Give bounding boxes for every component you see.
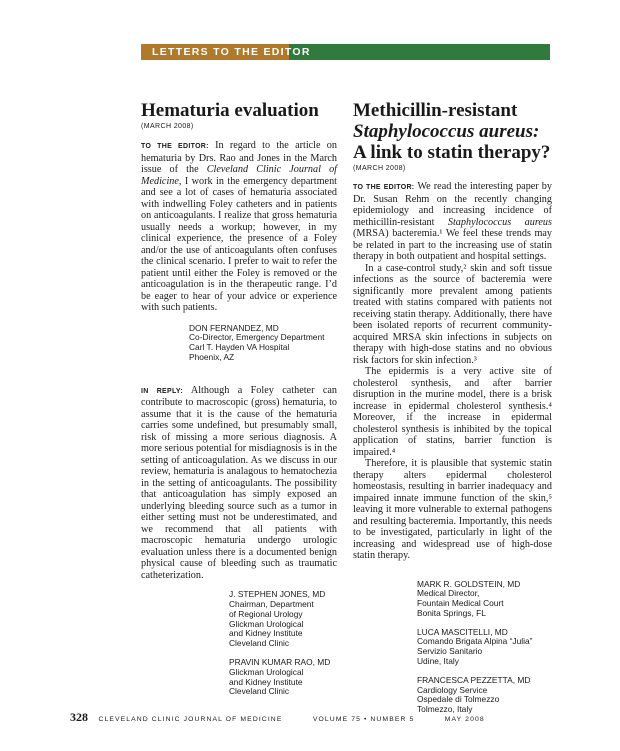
title-line-italic: Staphylococcus aureus: — [353, 121, 540, 142]
signature-name: LUCA MASCITELLI, MD — [417, 626, 508, 637]
page-footer — [70, 708, 550, 722]
reply-text: Although a Foley catheter can contribute to macroscopic (gross) hematuria, to assume that it is the cause of the hematuria carries some undefined, but presumably small, risk of missing a more serious diagnosis. A more serious potential for misdiagnosis is in the setting of anticoagulation. As we discuss in our review, hematuria is analagous to hematochezia in the setting of anticoagulants. The possibility that anticoagulation has simply exposed an underlying bleeding source such as a tumor in either setting must not be underestimated, and we recommend that all patients with macroscopic hematuria undergo urologic evaluation unless there is a documented benign physical cause of bleeding such as traumatic catheterization. — [141, 384, 337, 581]
title-line: Methicillin-resistant — [353, 100, 518, 121]
signature-line: Ospedale di Tolmezzo — [417, 694, 500, 705]
signature-line: Chairman, Department — [229, 598, 314, 609]
letter-paragraph: The epidermis is a very active site of cholesterol synthesis, and after barrier disruption in the murine model, there is a brisk increase in epidermal cholesterol synthesis.⁴ Moreover, if the increase in epidermal cholesterol synthesis is inhibited by the topical application of statins, barrier function is impaired.⁴ — [353, 366, 552, 458]
volume-number: VOLUME 75 • NUMBER 5 — [312, 716, 415, 723]
left-article-date: (MARCH 2008) — [141, 123, 194, 130]
signature-line: Glickman Urological — [229, 618, 304, 629]
section-header-bar — [141, 44, 550, 60]
signature-name: PRAVIN KUMAR RAO, MD — [229, 656, 331, 667]
journal-name-italic: Cleveland Clinic Journal of Medicine — [141, 164, 337, 187]
signature-line: Tolmezzo, Italy — [417, 704, 473, 715]
letter-text: , I work in the emergency department and see a lot of cases of hematuria associated with indwelling Foley catheters and in patients on anticoagulants. I realize that gross hematuria usually needs a workup; however, in my clinical experience, the presence of a Foley and/or the use of anticoagulants often confuses the clinical scenario. I prefer to wait to refer the patient until either the Foley is removed or the anticoagulation is in the therapeutic range. I’d be eager to hear of your advice or experience with such patients. — [141, 175, 337, 313]
signature-line: Fountain Medical Court — [417, 598, 504, 609]
letter-paragraph — [141, 140, 337, 314]
signature-name: MARK R. GOLDSTEIN, MD — [417, 578, 521, 589]
title-line: A link to statin therapy? — [353, 142, 551, 163]
letter-paragraph: Therefore, it is plausible that systemic statin therapy alters epidermal cholesterol homeostasis, resulting in barrier inadequacy and impaired innate immune function of the skin,⁵ leaving it more vulnerable to external pathogens and resulting bacteremia. Importantly, this needs to be investigated, particularly in light of the increasing and widespread use of high-dose statin therapy. — [353, 458, 552, 561]
letter-text: (MRSA) bacteremia.¹ We feel these trends may be related in part to the increasing use of statin therapy in both outpatient and hospital settings. — [353, 228, 552, 262]
page-number: 328 — [70, 710, 88, 724]
reply-paragraph — [141, 385, 337, 582]
journal-name: CLEVELAND CLINIC JOURNAL OF MEDICINE — [98, 716, 283, 723]
signature-line: Cleveland Clinic — [229, 686, 290, 697]
section-label: LETTERS TO THE EDITOR — [141, 44, 289, 60]
signature-line: Bonita Springs, FL — [417, 607, 486, 618]
signature-line: Phoenix, AZ — [189, 351, 235, 362]
reply-lead: IN REPLY: — [141, 387, 183, 395]
signature-line: Cardiology Service — [417, 684, 488, 695]
signature-line: Co-Director, Emergency Department — [189, 332, 325, 343]
left-article-title: Hematuria evaluation — [141, 100, 319, 121]
signature-line: and Kidney Institute — [229, 676, 303, 687]
signature-line: Servizio Sanitario — [417, 646, 483, 657]
signature-line: Medical Director, — [417, 588, 480, 599]
letter-text: We read the interesting paper by Dr. Susan Rehm on the recently changing epidemiology and increasing incidence of methicillin-resistant — [353, 181, 552, 228]
signature-jones — [229, 590, 337, 697]
right-article — [353, 100, 552, 715]
signature-line: and Kidney Institute — [229, 628, 303, 639]
organism-name-italic: Staphylococcus aureus — [447, 216, 552, 228]
signature-name: FRANCESCA PEZZETTA, MD — [417, 674, 531, 685]
signature-name: DON FERNANDEZ, MD — [189, 322, 279, 333]
letter-paragraph — [353, 181, 552, 263]
signature-line: Udine, Italy — [417, 656, 459, 667]
signature-line: Glickman Urological — [229, 666, 304, 677]
letter-paragraph: In a case-control study,² skin and soft tissue infections as the source of bacteremia were significantly more prevalent among patients treated with statins compared with patients not receiving statin therapy. Additionally, there have been isolated reports of recurrent community-acquired MRSA skin infections in subjects on therapy with high-dose statins and no obvious risk factors for skin infection.³ — [353, 262, 552, 366]
letter-lead: TO THE EDITOR: — [141, 143, 209, 150]
right-article-title — [353, 100, 552, 163]
right-article-date: (MARCH 2008) — [353, 165, 406, 172]
signature-fernandez — [189, 324, 337, 363]
issue-month: MAY 2008 — [444, 716, 485, 723]
signature-line: of Regional Urology — [229, 608, 303, 619]
signature-name: J. STEPHEN JONES, MD — [229, 589, 326, 600]
signature-line: Comando Brigata Alpina “Julia” — [417, 636, 533, 647]
left-article — [141, 100, 337, 697]
signature-line: Cleveland Clinic — [229, 638, 290, 649]
letter-lead: TO THE EDITOR: — [353, 184, 415, 191]
letter-text: In regard to the article on hematuria by Drs. Rao and Jones in the March issue of the — [141, 140, 337, 175]
signature-group — [417, 580, 552, 716]
signature-line: Carl T. Hayden VA Hospital — [189, 342, 290, 353]
